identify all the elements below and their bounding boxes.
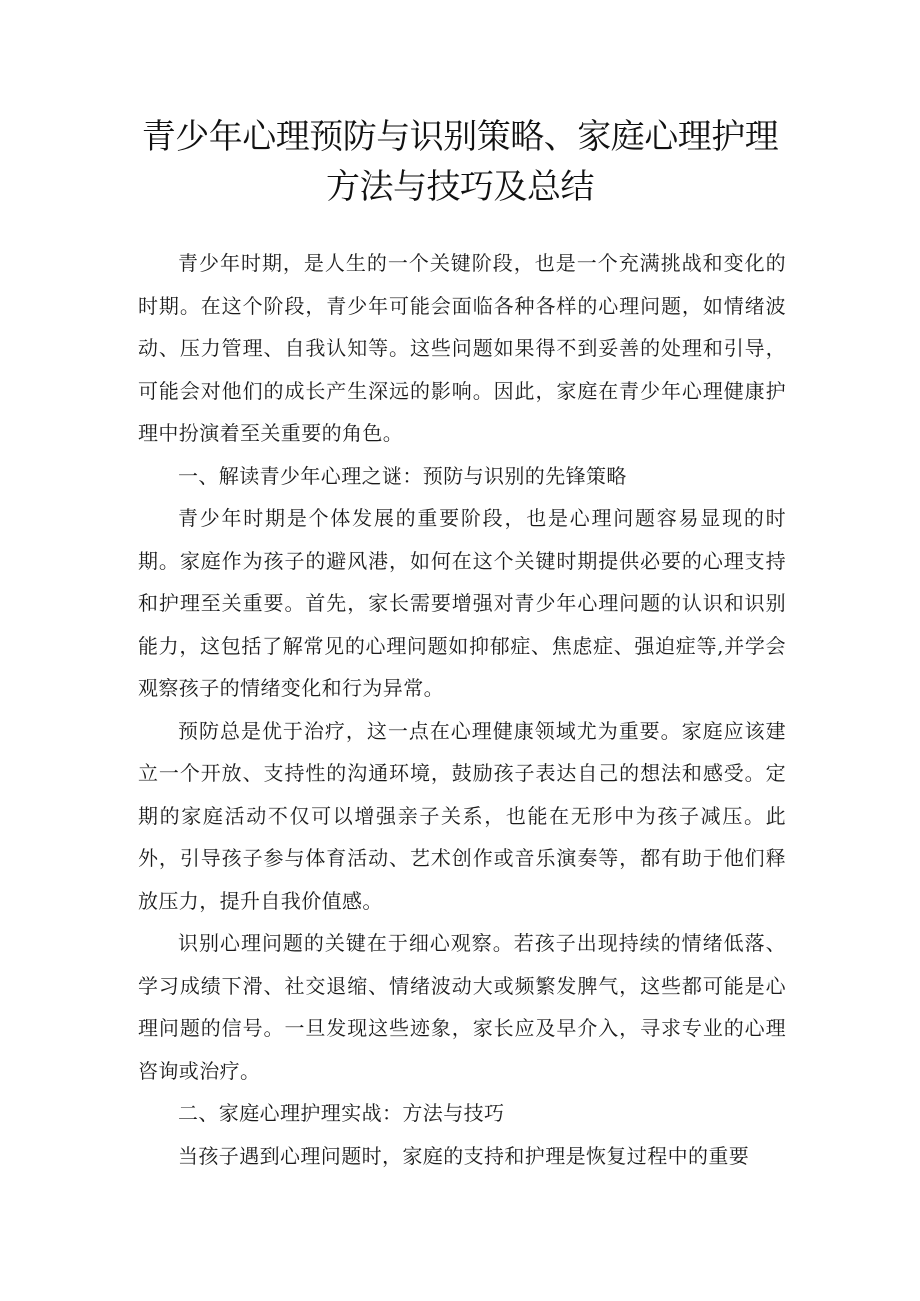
document-body [138,242,786,1177]
document-title [0,112,920,212]
body-paragraph: 当孩子遇到心理问题时，家庭的支持和护理是恢复过程中的重要 [178,1143,750,1168]
body-paragraph: 识别心理问题的关键在于细心观察。若孩子出现持续的情绪低落、学习成绩下滑、社交退缩、情绪波动大或频繁发脾气，这些都可能是心理问题的信号。一旦发现这些迹象，家长应及早介入，寻求专业的心理咨询或治疗。 [138,931,786,1083]
body-paragraph: 青少年时期是个体发展的重要阶段，也是心理问题容易显现的时期。家庭作为孩子的避风港，如何在这个关键时期提供必要的心理支持和护理至关重要。首先，家长需要增强对青少年心理问题的认识和识别能力，这包括了解常见的心理问题如抑郁症、焦虑症、强迫症等,并学会观察孩子的情绪变化和行为异常。 [138,506,786,700]
title-line-1: 青少年心理预防与识别策略、家庭心理护理 [141,117,779,157]
title-line-2: 方法与技巧及总结 [326,167,594,207]
intro-paragraph: 青少年时期，是人生的一个关键阶段，也是一个充满挑战和变化的时期。在这个阶段，青少年可能会面临各种各样的心理问题，如情绪波动、压力管理、自我认知等。这些问题如果得不到妥善的处理和引导，可能会对他们的成长产生深远的影响。因此，家庭在青少年心理健康护理中扮演着至关重要的角色。 [138,251,786,445]
section-heading-2: 二、家庭心理护理实战：方法与技巧 [178,1101,505,1125]
section-heading-1: 一、解读青少年心理之谜：预防与识别的先锋策略 [178,463,627,488]
body-paragraph: 预防总是优于治疗，这一点在心理健康领域尤为重要。家庭应该建立一个开放、支持性的沟通环境，鼓励孩子表达自己的想法和感受。定期的家庭活动不仅可以增强亲子关系，也能在无形中为孩子减压。此外，引导孩子参与体育活动、艺术创作或音乐演奏等，都有助于他们释放压力，提升自我价值感。 [138,718,786,913]
